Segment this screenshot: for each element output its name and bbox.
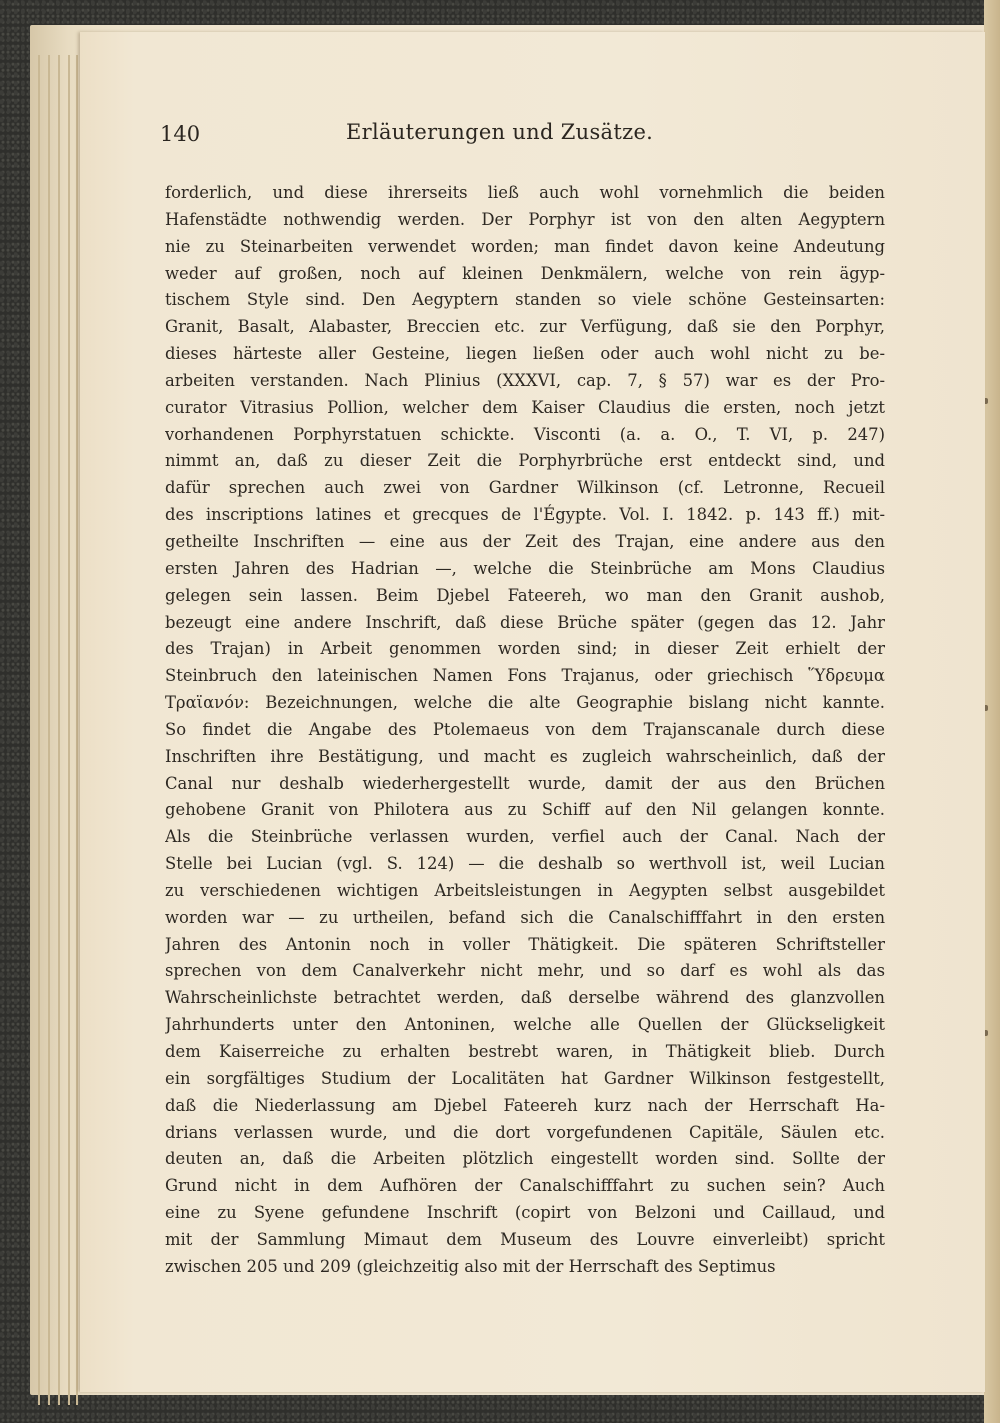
- body-text: [165, 180, 885, 1281]
- text-line: curator Vitrasius Pollion, welcher dem Kaiser Claudius die ersten, noch jetzt: [165, 397, 885, 417]
- text-line: Hafenstädte nothwendig werden. Der Porphyr ist von den alten Aegyptern: [165, 209, 885, 229]
- text-line: sprechen von dem Canalverkehr nicht mehr, und so darf es wohl als das: [165, 961, 885, 981]
- text-line: Stelle bei Lucian (vgl. S. 124) — die deshalb so werthvoll ist, weil Lucian: [165, 854, 885, 874]
- cover-edge: [984, 0, 1000, 1423]
- page-edge-line: [68, 55, 70, 1405]
- text-line: forderlich, und diese ihrerseits ließ auch wohl vornehmlich die beiden: [165, 183, 885, 202]
- page-edge-line: [76, 55, 78, 1405]
- text-line: So findet die Angabe des Ptolemaeus von dem Trajanscanale durch diese: [165, 719, 885, 739]
- text-line: zwischen 205 und 209 (gleichzeitig also mit der Herrschaft des Septimus: [165, 1256, 776, 1276]
- page-edge-line: [38, 55, 40, 1405]
- text-line: deuten an, daß die Arbeiten plötzlich eingestellt worden sind. Sollte der: [165, 1149, 885, 1169]
- text-line: Granit, Basalt, Alabaster, Breccien etc. zur Verfügung, daß sie den Porphyr,: [165, 317, 885, 337]
- text-line: Als die Steinbrüche verlassen wurden, verfiel auch der Canal. Nach der: [165, 827, 885, 847]
- running-head: Erläuterungen und Zusätze.: [346, 120, 654, 144]
- text-line: ersten Jahren des Hadrian —, welche die Steinbrüche am Mons Claudius: [165, 558, 885, 578]
- text-line: getheilte Inschriften — eine aus der Zeit des Trajan, eine andere aus den: [165, 531, 885, 551]
- text-line: worden war — zu urtheilen, befand sich die Canalschifffahrt in den ersten: [165, 907, 885, 927]
- text-line: eine zu Syene gefundene Inschrift (copirt von Belzoni und Caillaud, und: [165, 1203, 885, 1223]
- text-line: Wahrscheinlichste betrachtet werden, daß derselbe während des glanzvollen: [165, 988, 885, 1008]
- text-line: Inschriften ihre Bestätigung, und macht es zugleich wahrscheinlich, daß der: [165, 746, 885, 766]
- text-line: dafür sprechen auch zwei von Gardner Wilkinson (cf. Letronne, Recueil: [165, 478, 885, 498]
- text-line: daß die Niederlassung am Djebel Fateereh kurz nach der Herrschaft Ha-: [165, 1095, 885, 1115]
- page-header: [160, 120, 780, 160]
- page-number: 140: [160, 122, 201, 146]
- text-line: Canal nur deshalb wiederhergestellt wurde, damit der aus den Brüchen: [165, 773, 885, 793]
- text-line: des inscriptions latines et grecques de l'Égypte. Vol. I. 1842. p. 143 ff.) mit-: [165, 505, 885, 525]
- text-line: nie zu Steinarbeiten verwendet worden; man findet davon keine Andeutung: [165, 236, 885, 256]
- text-line: tischem Style sind. Den Aegyptern standen so viele schöne Gesteinsarten:: [165, 290, 885, 310]
- text-line: gehobene Granit von Philotera aus zu Schiff auf den Nil gelangen konnte.: [165, 800, 885, 820]
- text-line: arbeiten verstanden. Nach Plinius (XXXVI, cap. 7, § 57) war es der Pro-: [165, 370, 885, 390]
- text-line: ein sorgfältiges Studium der Localitäten hat Gardner Wilkinson festgestellt,: [165, 1068, 885, 1088]
- text-line: des Trajan) in Arbeit genommen worden sind; in dieser Zeit erhielt der: [165, 639, 885, 659]
- text-line: mit der Sammlung Mimaut dem Museum des Louvre einverleibt) spricht: [165, 1229, 885, 1249]
- text-line: Jahrhunderts unter den Antoninen, welche alle Quellen der Glückseligkeit: [165, 1015, 885, 1035]
- text-line: zu verschiedenen wichtigen Arbeitsleistungen in Aegypten selbst ausgebildet: [165, 880, 885, 900]
- text-line: vorhandenen Porphyrstatuen schickte. Visconti (a. a. O., T. VI, p. 247): [165, 424, 885, 444]
- text-line: weder auf großen, noch auf kleinen Denkmälern, welche von rein ägyp-: [165, 263, 885, 283]
- text-line: Τραϊανόν: Bezeichnungen, welche die alte Geographie bislang nicht kannte.: [165, 693, 885, 713]
- text-line: bezeugt eine andere Inschrift, daß diese Brüche später (gegen das 12. Jahr: [165, 612, 885, 632]
- text-line: Jahren des Antonin noch in voller Thätigkeit. Die späteren Schriftsteller: [165, 934, 885, 954]
- text-line: dem Kaiserreiche zu erhalten bestrebt waren, in Thätigkeit blieb. Durch: [165, 1042, 885, 1061]
- page-edge-line: [48, 55, 50, 1405]
- text-line: drians verlassen wurde, und die dort vorgefundenen Capitäle, Säulen etc.: [165, 1122, 885, 1142]
- text-line: Steinbruch den lateinischen Namen Fons Trajanus, oder griechisch Ὕδρευμα: [165, 666, 885, 686]
- text-line: gelegen sein lassen. Beim Djebel Fateereh, wo man den Granit aushob,: [165, 585, 885, 605]
- text-line: Grund nicht in dem Aufhören der Canalschifffahrt zu suchen sein? Auch: [165, 1176, 885, 1196]
- text-line: dieses härteste aller Gesteine, liegen ließen oder auch wohl nicht zu be-: [165, 344, 885, 364]
- page-edge-line: [58, 55, 60, 1405]
- text-line: nimmt an, daß zu dieser Zeit die Porphyrbrüche erst entdeckt sind, und: [165, 451, 885, 471]
